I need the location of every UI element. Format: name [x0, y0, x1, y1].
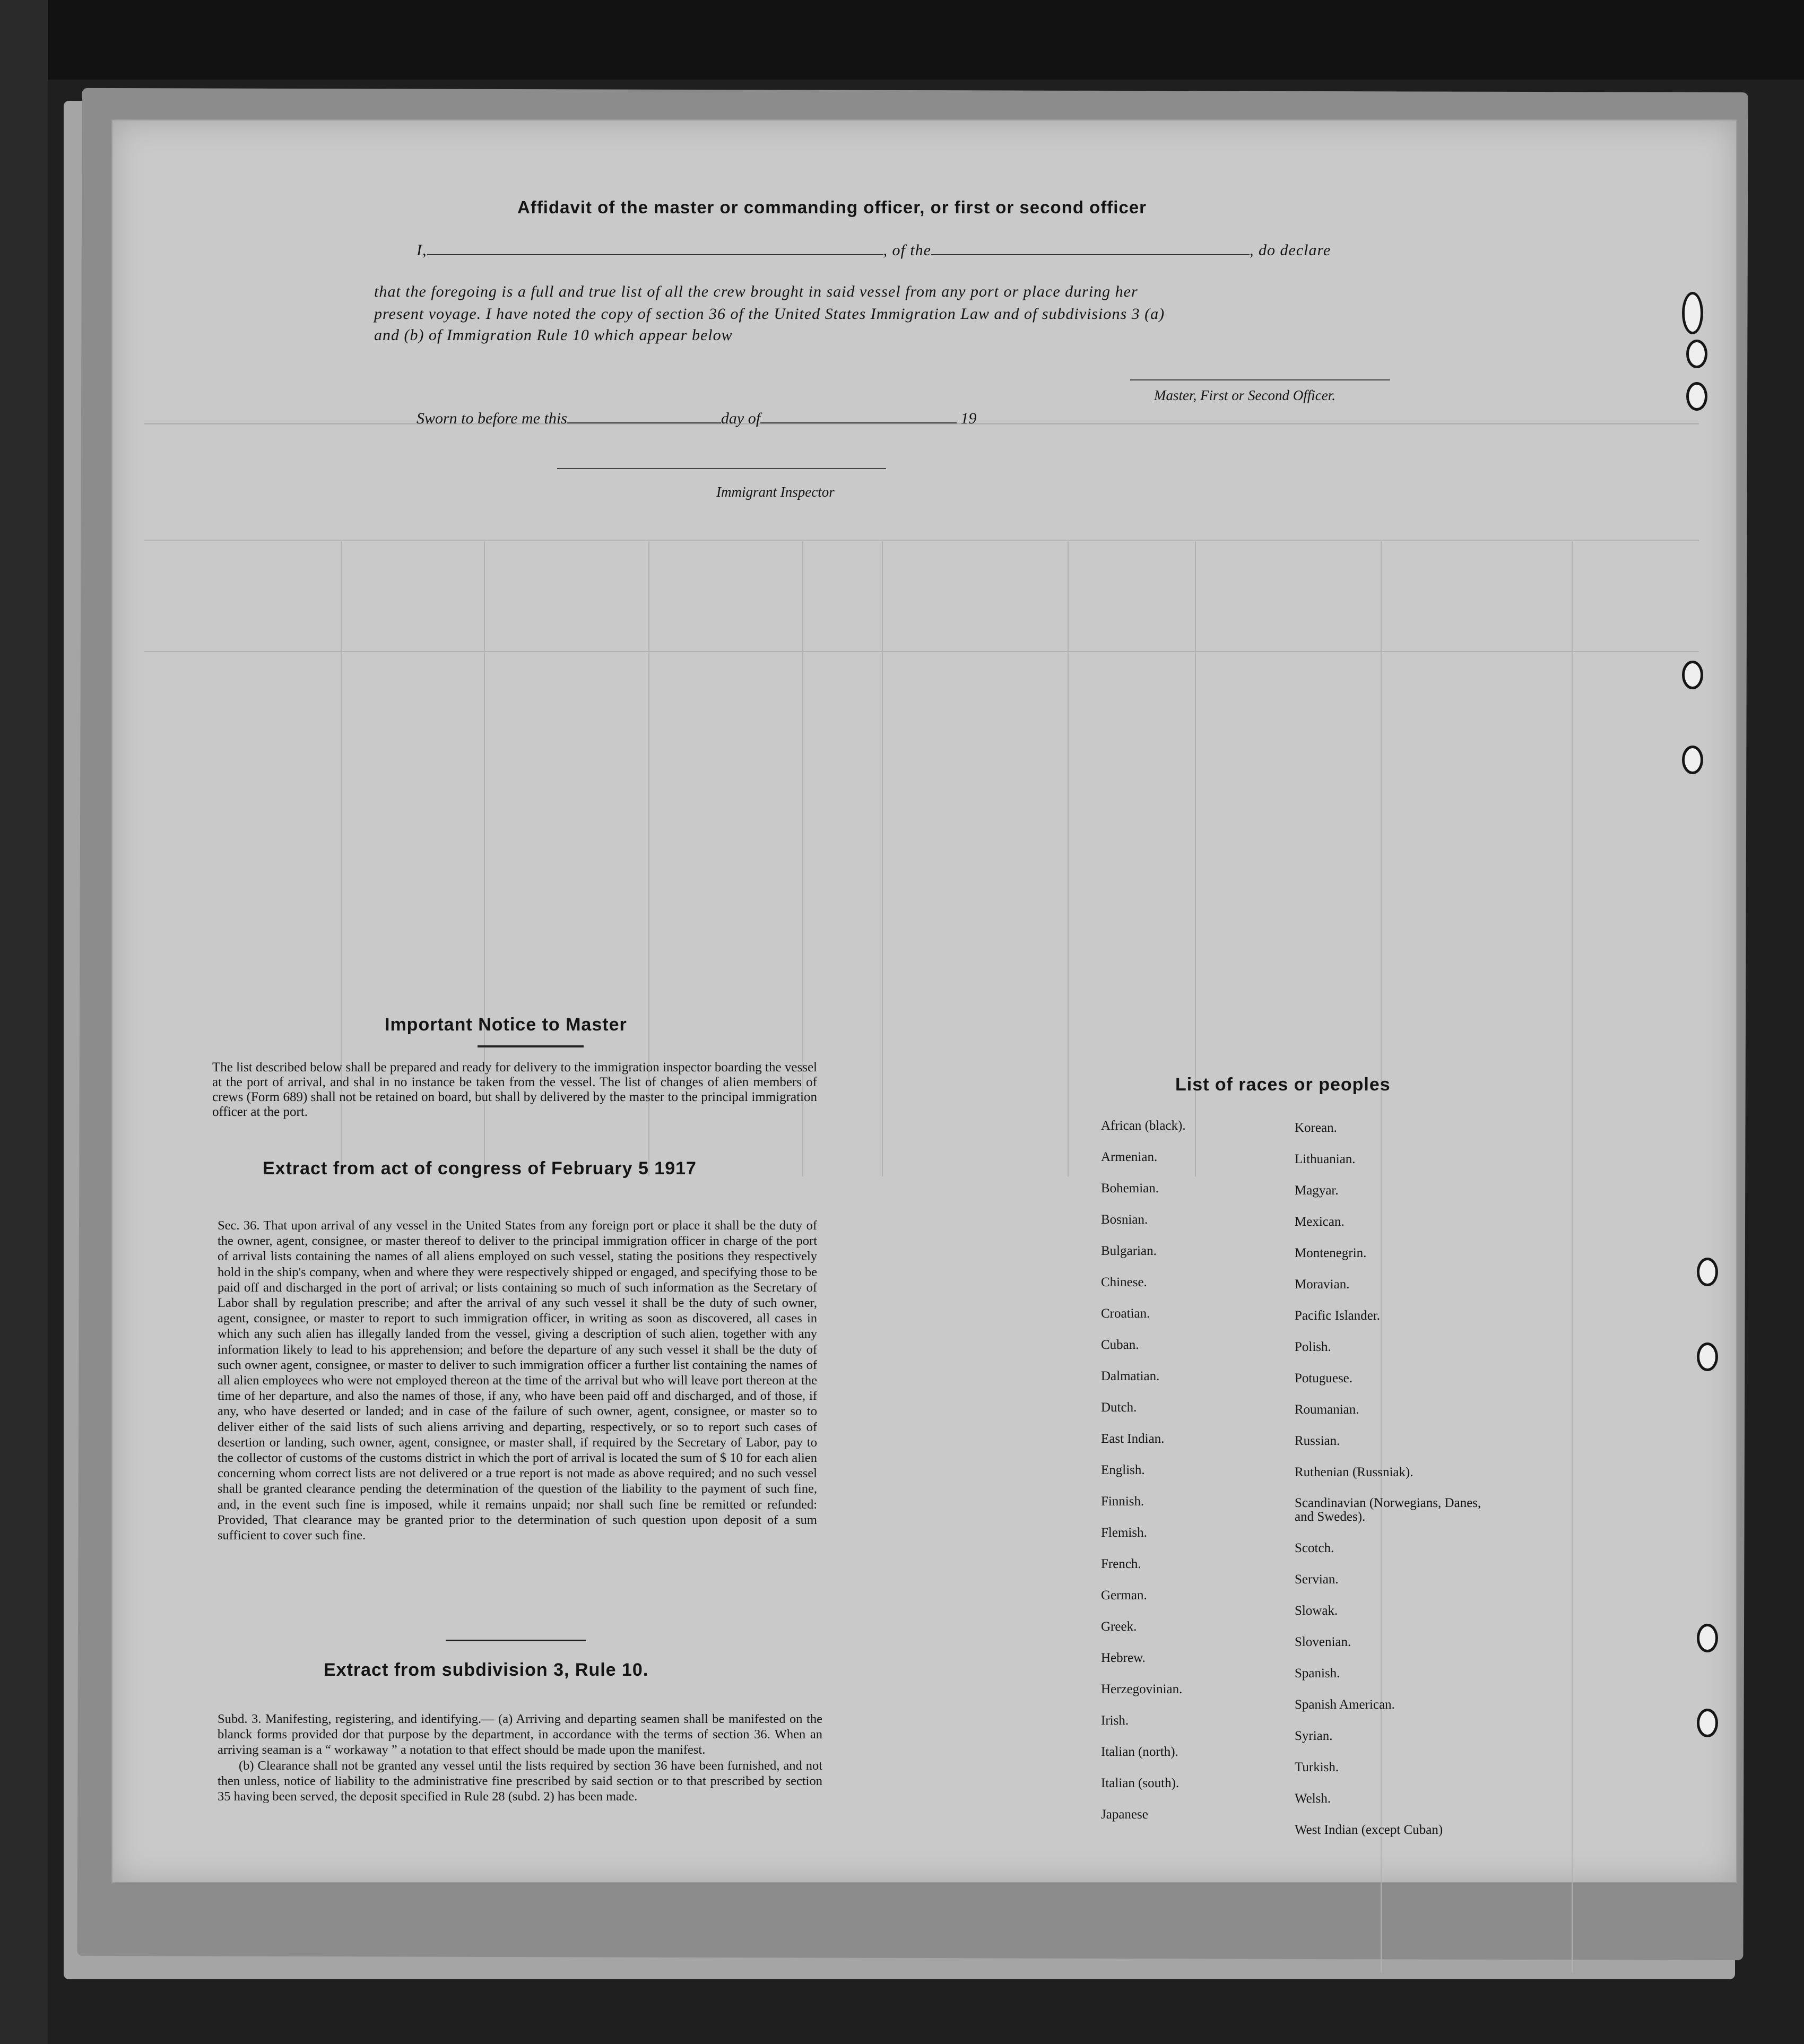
race-item: French. — [1101, 1557, 1141, 1571]
race-item: Dutch. — [1101, 1400, 1137, 1415]
master-signature-label: Master, First or Second Officer. — [1154, 387, 1335, 403]
race-item: Ruthenian (Russniak). — [1295, 1465, 1413, 1479]
bleed-through-column — [1381, 540, 1382, 1972]
race-item: Potuguese. — [1295, 1371, 1353, 1385]
affidavit-declaration-line — [417, 241, 1331, 259]
year-label: 19 — [960, 410, 977, 427]
race-item: Servian. — [1295, 1572, 1339, 1587]
race-item: Finnish. — [1101, 1494, 1144, 1509]
scan-background-top — [0, 0, 1804, 80]
race-item: Welsh. — [1295, 1791, 1331, 1806]
bleed-through-column — [1068, 540, 1069, 1176]
notice-title: Important Notice to Master — [385, 1015, 627, 1035]
race-item: Lithuanian. — [1295, 1152, 1356, 1166]
affidavit-declare-label: , do declare — [1250, 241, 1331, 259]
binder-hole — [1697, 1258, 1718, 1286]
race-item: Italian (south). — [1101, 1776, 1179, 1790]
race-item: Cuban. — [1101, 1338, 1139, 1352]
binder-hole — [1686, 340, 1707, 368]
inspector-signature-label: Immigrant Inspector — [716, 484, 835, 500]
sworn-label: Sworn to before me this — [417, 410, 567, 427]
race-item: Syrian. — [1295, 1729, 1333, 1743]
race-item: Moravian. — [1295, 1277, 1350, 1292]
binder-hole — [1697, 1709, 1718, 1737]
affidavit-text-line: and (b) of Immigration Rule 10 which appear below — [374, 326, 733, 344]
affidavit-i-label: I, — [417, 241, 427, 259]
sworn-day-blank — [567, 422, 721, 423]
binder-hole — [1686, 382, 1707, 411]
race-item: Chinese. — [1101, 1275, 1147, 1289]
race-item: Spanish American. — [1295, 1697, 1395, 1712]
master-signature-line — [1130, 379, 1390, 380]
race-item: Armenian. — [1101, 1150, 1158, 1164]
section-divider — [446, 1640, 586, 1641]
race-item: Japanese — [1101, 1807, 1148, 1822]
affidavit-title: Affidavit of the master or commanding officer, or first or second officer — [517, 197, 1147, 217]
race-item: Korean. — [1295, 1121, 1337, 1135]
race-item: Dalmatian. — [1101, 1369, 1160, 1383]
bleed-through-rule — [144, 651, 1699, 652]
sworn-month-blank — [760, 422, 957, 423]
bleed-through-rule — [144, 540, 1699, 541]
affidavit-text-line: that the foregoing is a full and true list of all the crew brought in said vessel from any port or place during her — [374, 283, 1138, 300]
notice-paragraph: The list described below shall be prepared and ready for delivery to the immigration inspector boarding the vessel at the port of arrival, and shal in no instance be taken from the vessel. The list of changes of alien members of crews (Form 689) shall not be retained on board, but shall by delivered by the master to the principal immigration officer at the port. — [212, 1060, 817, 1119]
race-item: Russian. — [1295, 1434, 1340, 1448]
bleed-through-column — [1572, 540, 1573, 1972]
race-item: West Indian (except Cuban) — [1295, 1823, 1443, 1837]
race-item: German. — [1101, 1588, 1147, 1603]
races-list-title: List of races or peoples — [1175, 1075, 1391, 1095]
race-item: Bulgarian. — [1101, 1244, 1157, 1258]
race-item: Scandinavian (Norwegians, Danes, and Swedes). — [1295, 1496, 1481, 1524]
race-item: Flemish. — [1101, 1526, 1147, 1540]
race-item: African (black). — [1101, 1119, 1186, 1133]
race-item: Irish. — [1101, 1713, 1129, 1728]
race-item: Herzegovinian. — [1101, 1682, 1183, 1696]
race-item: Turkish. — [1295, 1760, 1339, 1774]
race-item: Roumanian. — [1295, 1402, 1359, 1417]
binder-hole — [1697, 1343, 1718, 1371]
subdivision-paragraph-a: Subd. 3. Manifesting, registering, and identifying.— (a) Arriving and departing seamen shall be manifested on the blanck forms provided dor that purpose by the department, in accordance with the terms of section 36. When an arriving seaman is a “ workaway ” a notation to that effect should be made upon the manifest. — [218, 1712, 822, 1757]
binder-hole — [1697, 1624, 1718, 1652]
subdivision-extract-text — [218, 1711, 822, 1804]
race-item: Pacific Islander. — [1295, 1309, 1381, 1323]
subdivision-paragraph-b: (b) Clearance shall not be granted any vessel until the lists required by section 36 have been furnished, and not then unless, notice of liability to the administrative fine prescribed by said section or to that prescribed by section 35 having been served, the deposit specified in Rule 28 (subd. 2) has been made. — [218, 1758, 822, 1804]
vessel-name-blank — [931, 254, 1250, 255]
race-item: Italian (north). — [1101, 1745, 1178, 1759]
race-item: Montenegrin. — [1295, 1246, 1367, 1260]
notice-title-underline — [478, 1045, 584, 1047]
act-extract-paragraph: Sec. 36. That upon arrival of any vessel in the United States from any foreign port or place it shall be the duty of the owner, agent, consignee, or master thereof to deliver to the principal immigration officer in charge of the port of arrival lists containing the names of all aliens employed on such vessel, stating the positions they respectively hold in the ship's company, when and where they were respectively shipped or engaged, and specifying those to be paid off and discharged in the port of arrival; or lists containing so much of such information as the Secretary of Labor shall by regulation prescribe; and after the arrival of any such vessel it shall be the duty of such owner, agent, consignee, or master to report to such immigration officer, in writing as soon as discovered, all cases in which any such alien has illegally landed from the vessel, giving a description of such alien, together with any information likely to lead to his apprehension; and before the departure of any such vessel it shall be the duty of such owner agent, consignee, or master to deliver to such immigration officer a further list containing the names of all alien employees who were not employed thereon at the time of the arrival but who will leave port thereon at the time of her departure, and also the names of those, if any, who have been paid off and discharged, and of those, if any, who have deserted or landed; and in case of the failure of such owner, agent, consignee, or master so to deliver either of the said lists of such aliens arriving and departing, respectively, or so to report such cases of desertion or landing, such owner, agent, consignee, or master shall, if required by the Secretary of Labor, pay to the collector of customs of the customs district in which the port of arrival is located the sum of $ 10 for each alien concerning whom correct lists are not delivered or a true report is not made as above required; and no such vessel shall be granted clearance pending the determination of the question of the liability to the payment of such fine, and, in the event such fine is imposed, while it remains unpaid; nor shall such fine be remitted or refunded: Provided, That clearance may be granted prior to the determination of such question upon deposit of a sum sufficient to cover such fine. — [218, 1218, 817, 1543]
race-item: English. — [1101, 1463, 1145, 1477]
race-item: Spanish. — [1295, 1666, 1340, 1681]
race-item: Mexican. — [1295, 1215, 1345, 1229]
binder-hole — [1682, 292, 1703, 334]
binder-hole — [1682, 661, 1703, 689]
act-extract-title: Extract from act of congress of February 5 1917 — [263, 1158, 697, 1179]
day-of-label: day of — [721, 410, 761, 427]
race-item: Bohemian. — [1101, 1181, 1159, 1196]
bleed-through-column — [882, 540, 883, 1176]
race-item: East Indian. — [1101, 1432, 1165, 1446]
race-item: Slovenian. — [1295, 1635, 1351, 1649]
race-item: Greek. — [1101, 1619, 1137, 1634]
race-item: Bosnian. — [1101, 1212, 1148, 1227]
binder-hole — [1682, 746, 1703, 774]
scan-background-left — [0, 0, 48, 2044]
race-item: Slowak. — [1295, 1604, 1338, 1618]
sworn-statement-line — [417, 410, 977, 428]
master-name-blank — [427, 254, 883, 255]
affidavit-text-line: present voyage. I have noted the copy of section 36 of the United States Immigration Law and of subdivisions 3 (a) — [374, 305, 1165, 323]
race-item: Croatian. — [1101, 1306, 1150, 1321]
race-item: Scotch. — [1295, 1541, 1334, 1555]
race-item: Hebrew. — [1101, 1651, 1146, 1665]
subdivision-extract-title: Extract from subdivision 3, Rule 10. — [324, 1660, 649, 1680]
affidavit-of-the-label: , of the — [883, 241, 931, 259]
race-item: Polish. — [1295, 1340, 1331, 1354]
manifest-page — [111, 119, 1737, 1883]
race-item: Magyar. — [1295, 1183, 1339, 1198]
inspector-signature-line — [557, 468, 886, 469]
